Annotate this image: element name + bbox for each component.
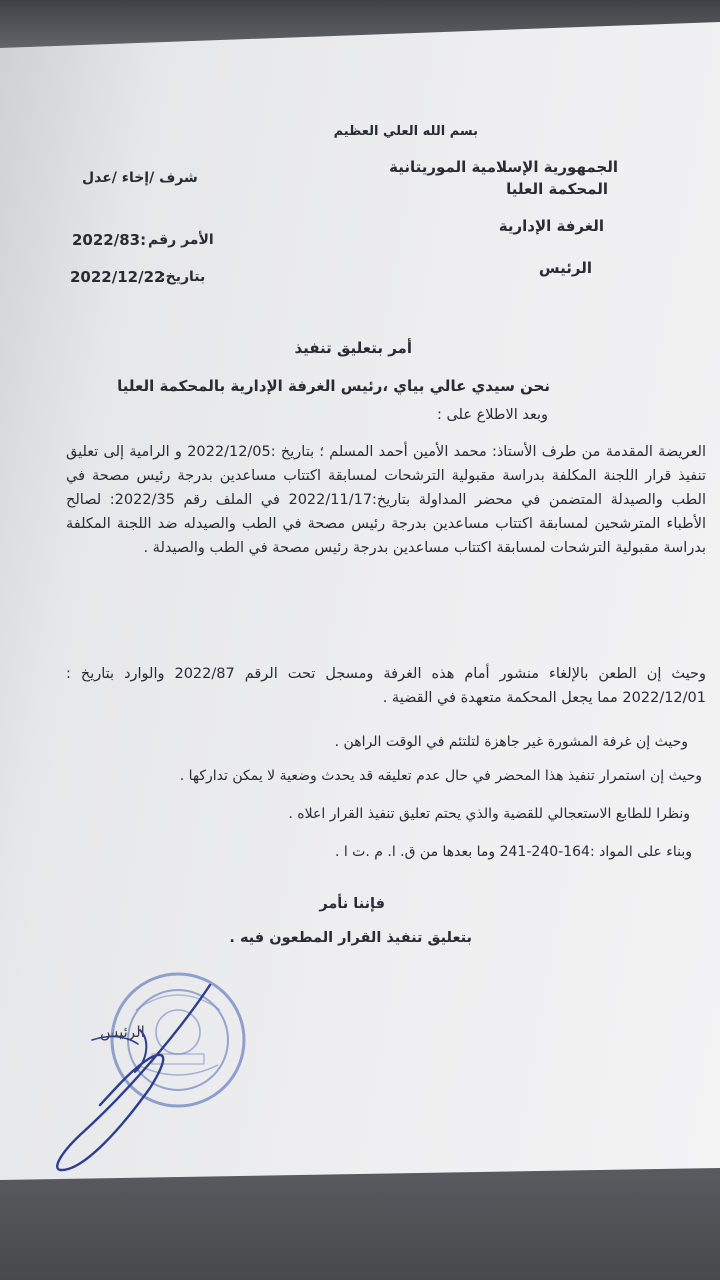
- basmala: بسم الله العلي العظيم: [333, 124, 478, 139]
- petition-paragraph: العريضة المقدمة من طرف الأستاذ: محمد الأمين أحمد المسلم ؛ بتاريخ :2022/12/05 و الرامية إلى تعليق تنفيذ قرار اللجنة المكلفة بدراسة مقبولية الترشحات لمسابقة اكتتاب مساعدين بدرجة رئيس مصحة في الطب والصيدلة المتضمن في محضر المداولة بتاريخ:2022/11/17 في الملف رقم 2022/35: لصالح الأطباء المترشحين لمسابقة اكتتاب مساعدين بدرجة رئيس مصحة في الطب والصيدله ضد اللجنة المكلفة بدراسة مقبولية الترشحات لمسابقة اكتتاب مساعدين بدرجة رئيس مصحة في الطب والصيدلة .: [66, 444, 706, 556]
- court-name: المحكمة العليا: [506, 180, 608, 198]
- date-label: بتاريخ:: [160, 269, 206, 285]
- urgency-line: ونظرا للطابع الاستعجالي للقضية والذي يحتم تعليق تنفيذ القرار اعلاه .: [288, 806, 690, 822]
- order-heading: فإننا نأمر: [319, 896, 385, 912]
- chamber-name: الغرفة الإدارية: [498, 217, 604, 235]
- issuer-line: نحن سيدي عالي بياي ،رئيس الغرفة الإدارية بالمحكمة العليا: [117, 377, 550, 395]
- order-number: 2022/83:: [72, 231, 147, 249]
- appeal-paragraph: وحيث إن الطعن بالإلغاء منشور أمام هذه الغرفة ومسجل تحت الرقم 2022/87 والوارد بتاريخ : 2022/12/01 مما يجعل المحكمة متعهدة في القضية .: [66, 666, 706, 706]
- order-number-label: الأمر رقم: [148, 232, 214, 248]
- continuation-line: وحيث إن استمرار تنفيذ هذا المحضر في حال عدم تعليقه قد يحدث وضعية لا يمكن تداركها .: [179, 768, 702, 784]
- document-title: أمر بتعليق تنفيذ: [294, 339, 412, 357]
- intro-line: وبعد الاطلاع على :: [436, 407, 548, 423]
- council-line: وحيث إن غرفة المشورة غير جاهزة لتلتئم في الوقت الراهن .: [334, 734, 688, 750]
- date-value: 2022/12/22: [70, 268, 165, 286]
- articles-line: وبناء على المواد :164-240-241 وما بعدها من ق. ا. م .ت ا .: [334, 844, 692, 860]
- court-seal-stamp: [108, 970, 248, 1110]
- motto: شرف /إخاء /عدل: [82, 170, 198, 186]
- signature-label: الرئيس: [100, 1023, 145, 1041]
- president-title: الرئيس: [538, 259, 592, 277]
- order-text: بتعليق تنفيذ القرار المطعون فيه .: [229, 930, 472, 946]
- republic-name: الجمهورية الإسلامية الموريتانية: [389, 158, 618, 176]
